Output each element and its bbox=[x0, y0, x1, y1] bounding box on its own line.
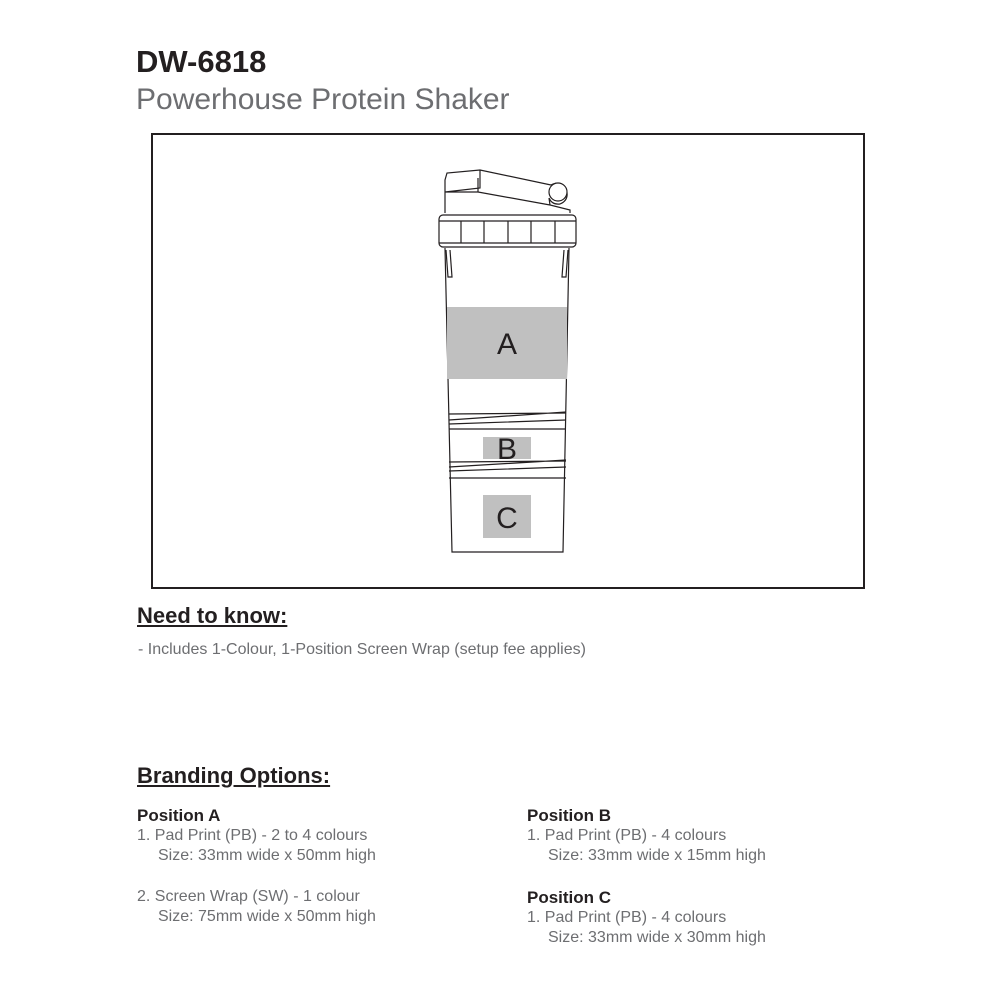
position-b-line: 1. Pad Print (PB) - 4 colours bbox=[527, 827, 727, 844]
product-code: DW-6818 bbox=[136, 44, 267, 79]
branding-heading: Branding Options: bbox=[137, 763, 331, 788]
position-c-line: Size: 33mm wide x 30mm high bbox=[548, 929, 766, 946]
label-c: C bbox=[496, 502, 518, 535]
need-to-know-item: - Includes 1-Colour, 1-Position Screen Wrap (setup fee applies) bbox=[138, 641, 586, 658]
position-a-section bbox=[137, 806, 376, 927]
product-name: Powerhouse Protein Shaker bbox=[136, 83, 510, 116]
position-b-section bbox=[527, 806, 766, 866]
position-c-title: Position C bbox=[527, 888, 612, 907]
position-a-line: Size: 33mm wide x 50mm high bbox=[158, 847, 376, 864]
need-to-know-heading: Need to know: bbox=[137, 603, 288, 628]
position-b-title: Position B bbox=[527, 806, 612, 825]
position-a-line: Size: 75mm wide x 50mm high bbox=[158, 908, 376, 925]
position-c-line: 1. Pad Print (PB) - 4 colours bbox=[527, 909, 727, 926]
position-a-line: 2. Screen Wrap (SW) - 1 colour bbox=[137, 888, 360, 905]
position-c-section bbox=[527, 888, 766, 948]
position-b-line: Size: 33mm wide x 15mm high bbox=[548, 847, 766, 864]
position-a-title: Position A bbox=[137, 806, 221, 825]
label-a: A bbox=[496, 328, 518, 361]
label-b: B bbox=[496, 433, 518, 466]
position-a-line: 1. Pad Print (PB) - 2 to 4 colours bbox=[137, 827, 368, 844]
